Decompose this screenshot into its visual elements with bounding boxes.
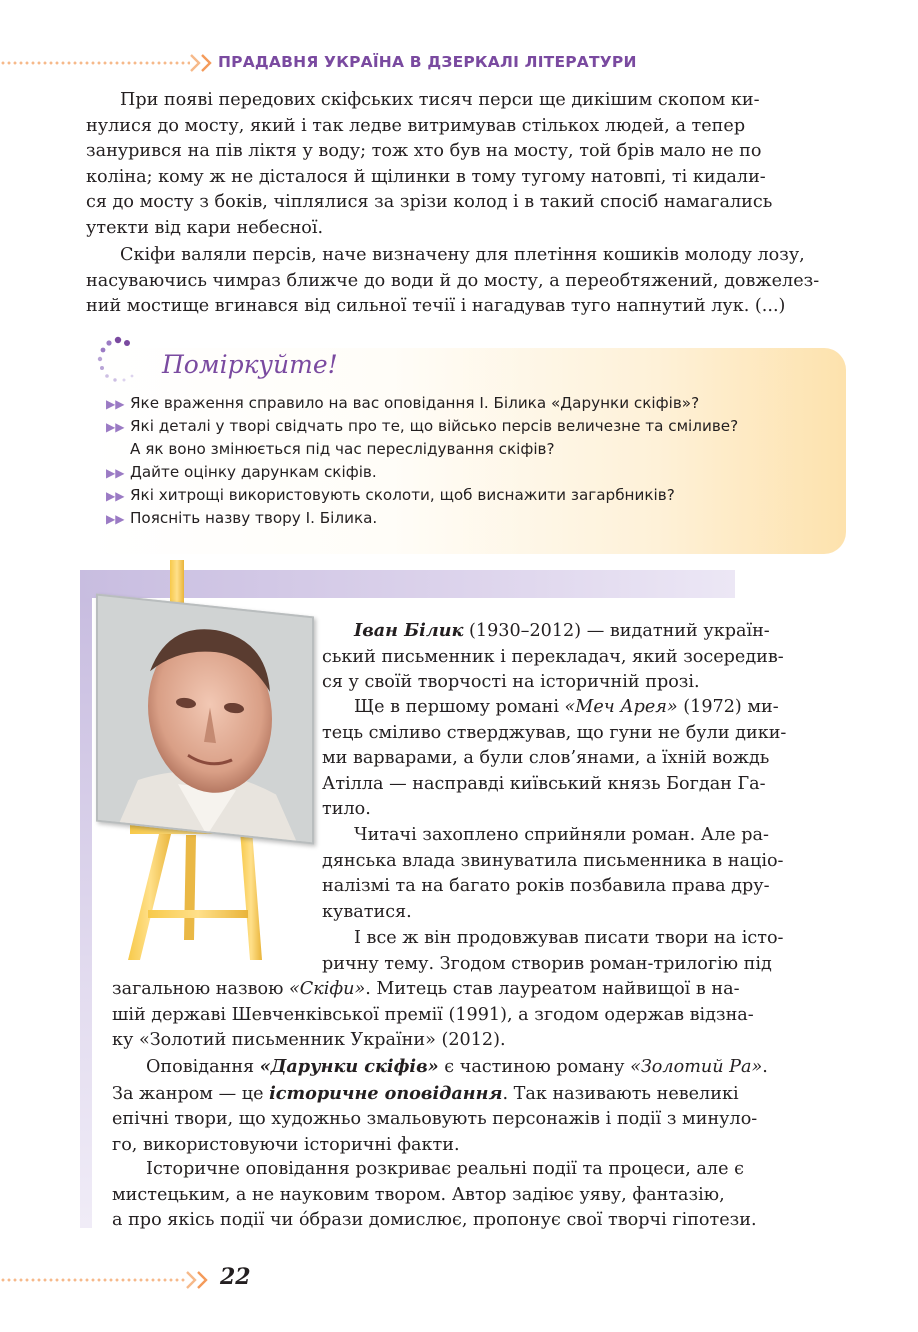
question-item: ▶▶ Дайте оцінку дарункам скіфів. [106, 461, 377, 485]
chevron-right-icon [195, 1269, 209, 1291]
story-paragraph-1: При появі передових скіфських тисяч перси ще дикішим скопом ки- нулися до мосту, який і так ледве витримував стількох людей, а тепер занурився на пів ліктя у воду; тож хто був на мосту, той брів мало не по коліна; кому ж не дісталося й щілинки в тому тугому натовпі, ті кидали- ся до мосту з боків, чіплялися за зрізи колод і в такий спосіб намагались утекти від кари небесної. [86, 90, 773, 238]
dots-circle-icon [93, 334, 143, 386]
footer-dots-decoration [0, 1278, 186, 1282]
arrow-bullet-icon: ▶▶ [106, 397, 125, 411]
author-portrait [96, 594, 314, 845]
trilogy-title: «Скіфи» [289, 979, 366, 999]
bio-paragraph-4: І все ж він продовжував писати твори на істо- ричну тему. Згодом створив роман-трилогію під [322, 928, 784, 974]
bio-paragraph-6: Історичне оповідання розкриває реальні події та процеси, але є мистецьким, а не науковим твором. Автор задіює уяву, фантазію, а про якісь події чи óбрази домислює, пропонує свої творчі гіпотези. [112, 1159, 757, 1231]
question-continuation: А як воно змінюється під час переслідування скіфів? [130, 440, 555, 458]
question-item: ▶▶ Які деталі у творі свідчать про те, що військо персів величезне та сміливе? [106, 415, 738, 439]
bio-paragraph-5: Оповідання «Дарунки скіфів» є частиною роману «Золотий Ра». За жанром — це історичне оповідання. Так називають невеликі епічні твори, що художньо змальовують персонажів і події з минуло- го, використовуючи історичні факти. [112, 1056, 768, 1155]
think-title: Поміркуйте! [162, 350, 338, 379]
page-number: 22 [220, 1264, 251, 1290]
arrow-bullet-icon: ▶▶ [106, 489, 125, 503]
author-name: Іван Білик [354, 620, 464, 641]
story-paragraph-2: Скіфи валяли персів, наче визначену для плетіння кошиків молоду лозу, насуваючись чимраз ближче до води й до мосту, а переобтяжений, довжелез- ний мостище вгинався від сильної течії і нагадував туго напнутий лук. (...) [86, 245, 820, 317]
arrow-bullet-icon: ▶▶ [106, 512, 125, 526]
story-title: «Дарунки скіфів» [259, 1056, 439, 1077]
chapter-title: ПРАДАВНЯ УКРАЇНА В ДЗЕРКАЛІ ЛІТЕРАТУРИ [218, 53, 637, 71]
question-item: ▶▶ Які хитрощі використовують сколоти, щоб виснажити загарбників? [106, 484, 675, 508]
bio-paragraph-3: Читачі захоплено сприйняли роман. Але ра- дянська влада звинуватила письменника в націо- налізмі та на багато років позбавила права дру- куватися. [322, 825, 784, 922]
question-item: ▶▶ Яке враження справило на вас оповідання І. Білика «Дарунки скіфів»? [106, 392, 699, 416]
bio-paragraph-1: Іван Білик (1930–2012) — видатний україн- ський письменник і перекладач, який зосередив- ся у своїй творчості на історичній прозі. [322, 620, 784, 693]
arrow-bullet-icon: ▶▶ [106, 466, 125, 480]
bio-paragraph-2: Ще в першому романі «Меч Арея» (1972) ми- тець сміливо стверджував, що гуни не були дики- ми варварами, а були слов’янами, а їхній вождь Атілла — насправді київський князь Богдан Га- тило. [322, 697, 787, 820]
bio-paragraph-4-continued: загальною назвою «Скіфи». Митець став лауреатом найвищої в на- шій державі Шевченківської премії (1991), а згодом одержав відзна- ку «Золотий письменник України» (2012). [112, 979, 754, 1051]
header-dots-decoration [0, 61, 190, 65]
genre-term: історичне оповідання [269, 1082, 503, 1104]
novel-title-2: «Золотий Ра» [630, 1057, 763, 1077]
page-header [0, 48, 918, 78]
question-item: ▶▶ Поясніть назву твору І. Білика. [106, 507, 377, 531]
novel-title: «Меч Арея» [564, 697, 678, 717]
arrow-bullet-icon: ▶▶ [106, 420, 125, 434]
chevron-right-icon [199, 52, 213, 74]
portrait-image [98, 596, 314, 845]
